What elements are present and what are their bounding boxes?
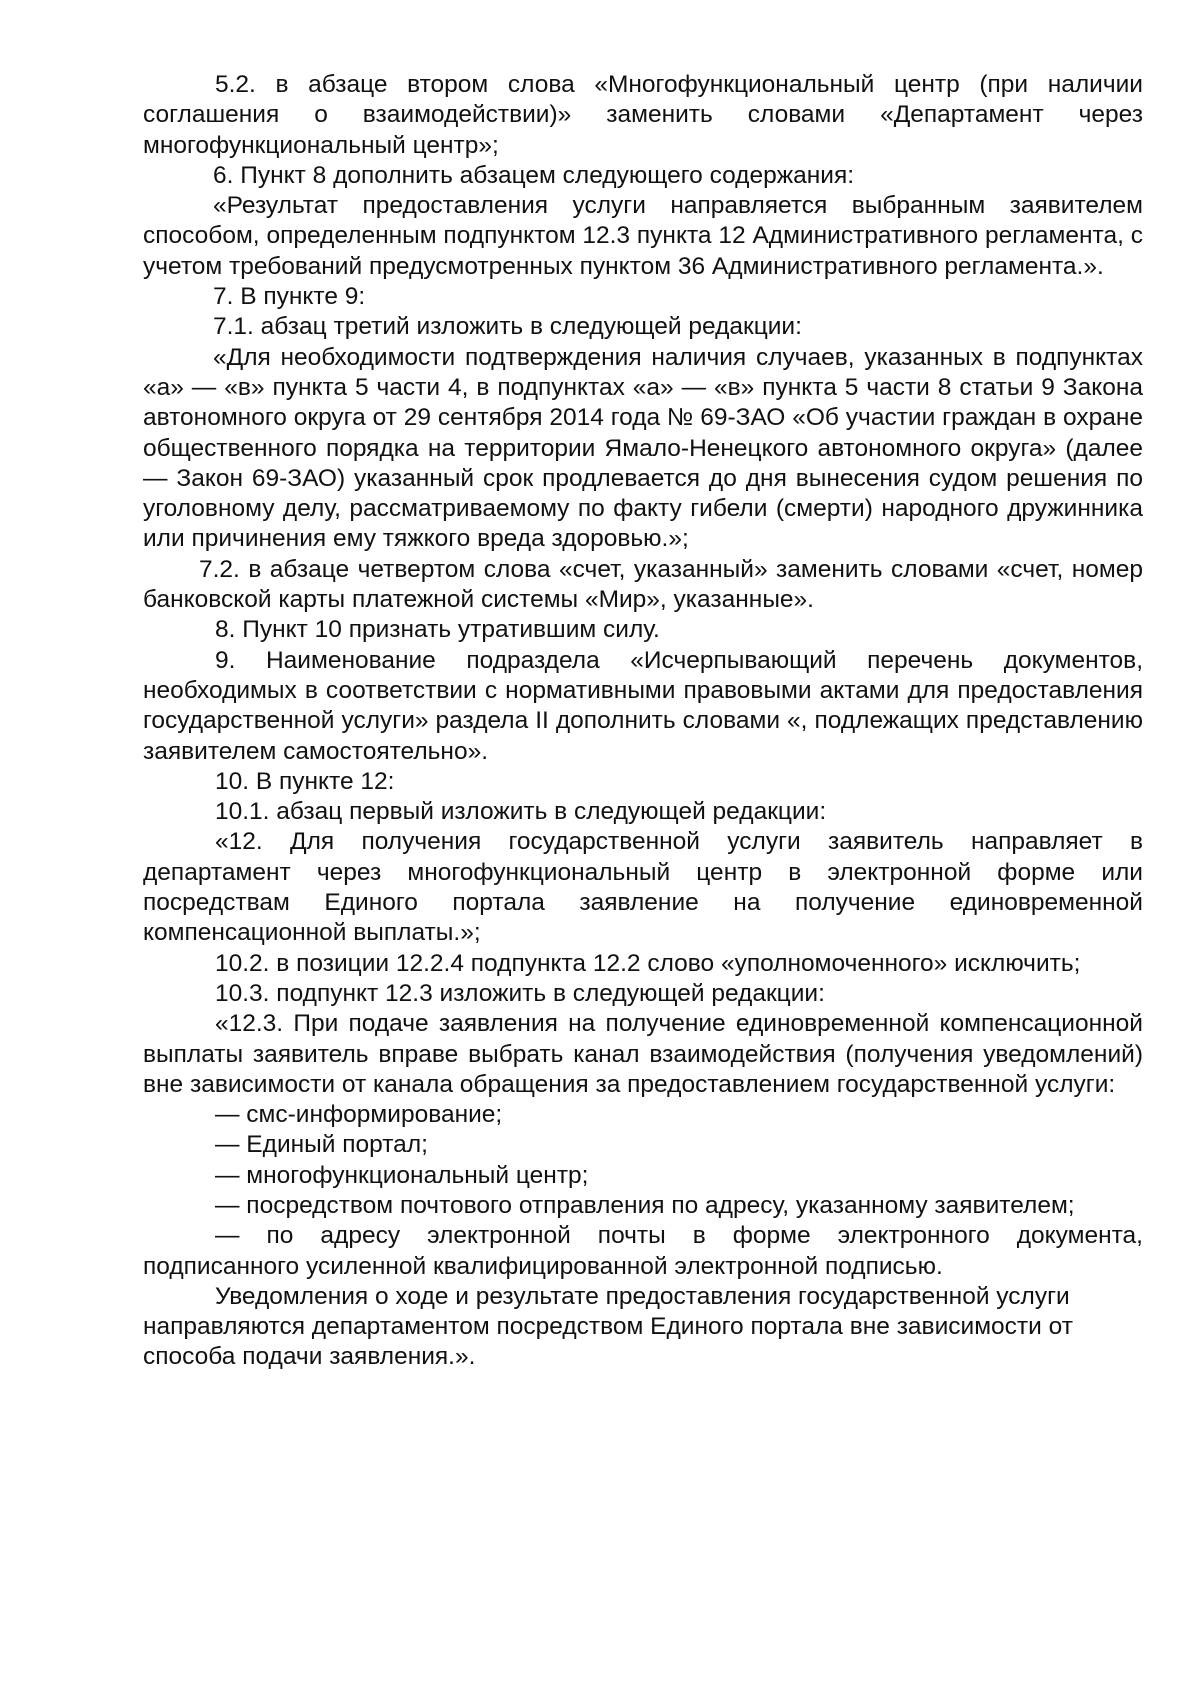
list-item-post: — посредством почтового отправления по адресу, указанному заявителем; bbox=[215, 1191, 1075, 1219]
list-item-email: — по адресу электронной почты в форме электронного документа, подписанного усиленной квалифицированной электронной подписью. bbox=[143, 1222, 1143, 1280]
paragraph-notifications: Уведомления о ходе и результате предоставления государственной услуги направляются департаментом посредством Единого портала вне зависимости от способа подачи заявления.». bbox=[143, 1282, 1073, 1371]
paragraph-10-3-quote: «12.3. При подаче заявления на получение единовременной компенсационной выплаты заявитель вправе выбрать канал взаимодействия (получения уведомлений) вне зависимости от канала обращения за предоставлением государственной услуги: bbox=[143, 1010, 1143, 1098]
paragraph-7-1: 7.1. абзац третий изложить в следующей редакции: bbox=[213, 313, 802, 341]
paragraph-7-2: 7.2. в абзаце четвертом слова «счет, указанный» заменить словами «счет, номер банковской карты платежной системы «Мир», указанные». bbox=[143, 555, 1143, 614]
paragraph-7: 7. В пункте 9: bbox=[213, 283, 366, 311]
paragraph-10-2: 10.2. в позиции 12.2.4 подпункта 12.2 слово «уполномоченного» исключить; bbox=[215, 949, 1081, 977]
paragraph-5-2: 5.2. в абзаце втором слова «Многофункциональный центр (при наличии соглашения о взаимодействии)» заменить словами «Департамент через многофункциональный центр»; bbox=[143, 71, 1143, 159]
paragraph-9: 9. Наименование подраздела «Исчерпывающий перечень документов, необходимых в соответствии с нормативными правовыми актами для предоставления государственной услуги» раздела II дополнить словами «, подлежащих представлению заявителем самостоятельно». bbox=[143, 646, 1143, 765]
paragraph-6-quote: «Результат предоставления услуги направляется выбранным заявителем способом, определенным подпунктом 12.3 пункта 12 Административного регламента, с учетом требований предусмотренных пунктом 36 Административного регламента.». bbox=[143, 192, 1143, 280]
list-item-sms: — смс-информирование; bbox=[215, 1101, 503, 1129]
paragraph-10-1-quote: «12. Для получения государственной услуги заявитель направляет в департамент через многофункциональный центр в электронной форме или посредствам Единого портала заявление на получение единовременной компенсационной выплаты.»; bbox=[143, 828, 1143, 947]
paragraph-8: 8. Пункт 10 признать утратившим силу. bbox=[215, 616, 660, 644]
paragraph-7-1-quote: «Для необходимости подтверждения наличия случаев, указанных в подпунктах «а» — «в» пункта 5 части 4, в подпунктах «а» — «в» пункта 5 части 8 статьи 9 Закона автономного округа от 29 сентября 2014 года № 69-ЗАО «Об участии граждан в охране общественного порядка на территории Ямало-Ненецкого автономного округа» (далее — Закон 69-ЗАО) указанный срок продлевается до дня вынесения судом решения по уголовному делу, рассматриваемому по факту гибели (смерти) народного дружинника или причинения ему тяжкого вреда здоровью.»; bbox=[143, 343, 1143, 553]
paragraph-10-3: 10.3. подпункт 12.3 изложить в следующей редакции: bbox=[215, 979, 825, 1007]
paragraph-6: 6. Пункт 8 дополнить абзацем следующего содержания: bbox=[213, 161, 855, 189]
list-item-portal: — Единый портал; bbox=[215, 1131, 428, 1159]
paragraph-10-1: 10.1. абзац первый изложить в следующей редакции: bbox=[215, 798, 827, 826]
list-item-mfc: — многофункциональный центр; bbox=[215, 1161, 589, 1189]
paragraph-10: 10. В пункте 12: bbox=[215, 767, 395, 795]
document-body bbox=[143, 70, 1143, 1373]
